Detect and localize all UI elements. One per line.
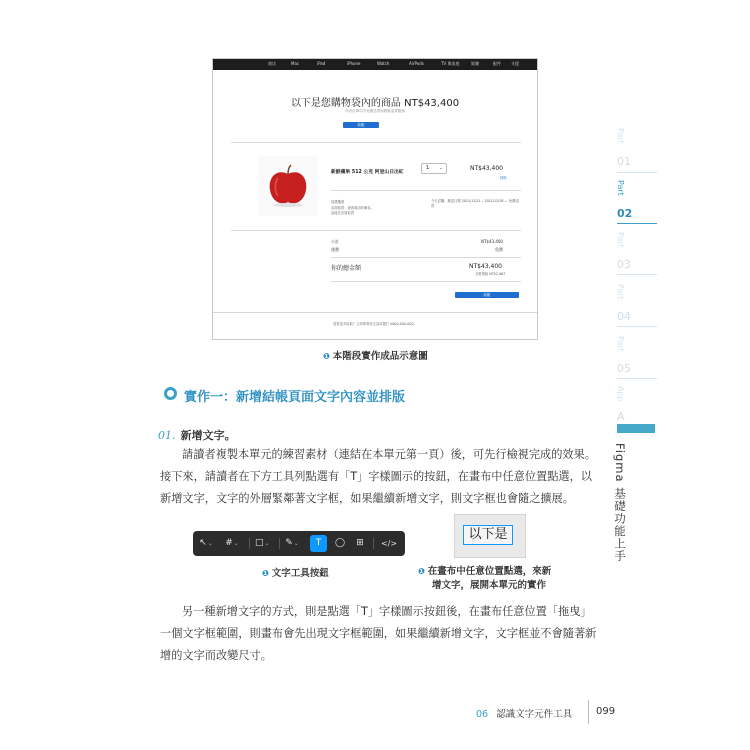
gift-option[interactable]: 送禮選項 bbox=[331, 200, 345, 204]
figure-caption bbox=[323, 348, 428, 362]
nav-item: iPad bbox=[317, 61, 326, 66]
subtotal-value: NT$43,400 bbox=[481, 239, 503, 244]
quantity-value: 1 bbox=[426, 165, 430, 171]
apple-icon bbox=[258, 156, 318, 216]
tool-glyph: □ bbox=[255, 538, 264, 548]
resources-tool-icon[interactable] bbox=[353, 535, 367, 552]
page-number: 099 bbox=[596, 706, 616, 717]
chevron-down-icon: ⌄ bbox=[264, 540, 270, 547]
caption-marker: ❶ bbox=[323, 352, 330, 361]
part-label: Part bbox=[616, 336, 625, 352]
part-number: 03 bbox=[617, 258, 631, 271]
divider bbox=[588, 700, 589, 724]
tool-glyph: ⊞ bbox=[356, 538, 364, 548]
nav-item: 娛樂 bbox=[471, 61, 479, 66]
step-heading bbox=[158, 424, 236, 443]
section-ring-icon bbox=[164, 387, 177, 400]
chevron-down-icon: ⌄ bbox=[207, 540, 213, 547]
tool-glyph: ✎ bbox=[285, 538, 293, 548]
divider bbox=[617, 223, 657, 224]
shape-tool-icon[interactable] bbox=[255, 535, 269, 552]
paragraph bbox=[160, 601, 600, 667]
divider bbox=[617, 378, 657, 379]
nav-item: AirPods bbox=[409, 61, 424, 66]
part-number: 02 bbox=[617, 207, 633, 220]
text-tool-icon[interactable] bbox=[310, 535, 327, 552]
help-footer: 需要更多協助？立即與專家交談或撥打 0800-000-000。 bbox=[333, 322, 417, 326]
divider bbox=[231, 230, 521, 231]
product-price: NT$43,400 bbox=[470, 165, 503, 172]
shipping-value: 免費 bbox=[495, 247, 503, 252]
nav-item: TV 與家庭 bbox=[441, 61, 460, 66]
footer-chapter bbox=[476, 706, 572, 720]
caption-text: 本階段實作成品示意圖 bbox=[332, 351, 428, 362]
figma-toolbar bbox=[193, 531, 405, 556]
nav-item: Watch bbox=[377, 61, 390, 66]
part-label: Part bbox=[616, 128, 625, 144]
part-label: Part bbox=[616, 232, 625, 248]
divider bbox=[331, 281, 521, 282]
nav-item: 配件 bbox=[493, 61, 501, 66]
chevron-down-icon: ⌄ bbox=[233, 540, 239, 547]
part-number: 04 bbox=[617, 310, 631, 323]
divider bbox=[331, 190, 521, 191]
active-section-marker bbox=[617, 424, 655, 433]
move-tool-icon[interactable] bbox=[199, 535, 213, 552]
total-label: 你的總金額 bbox=[331, 265, 362, 272]
paragraph-text: 另一種新增文字的方式，則是點選「T」字樣圖示按鈕後，在畫布任意位置「拖曳」一個文字框範圍，則畫布會先出現文字框範圍，如果繼續新增文字，文字框並不會隨著新增的文字而改變尺寸。 bbox=[160, 605, 597, 662]
tool-glyph: ◯ bbox=[334, 538, 346, 548]
quantity-select[interactable] bbox=[421, 163, 447, 174]
remove-link[interactable]: 移除 bbox=[500, 176, 507, 180]
chapter-number: 06 bbox=[476, 709, 489, 720]
caption-text: 增文字，展開本單元的實作 bbox=[432, 580, 547, 591]
text-box: 以下是 bbox=[463, 525, 513, 545]
part-number: A bbox=[617, 410, 625, 423]
pen-tool-icon[interactable] bbox=[285, 535, 299, 552]
divider bbox=[249, 538, 250, 549]
tool-glyph: </> bbox=[380, 539, 398, 548]
divider bbox=[279, 538, 280, 549]
checkout-screenshot bbox=[212, 58, 538, 340]
part-number: 01 bbox=[617, 155, 631, 168]
step-title: 新增文字。 bbox=[180, 429, 236, 442]
checkout-button-bottom[interactable]: 結帳 bbox=[455, 292, 519, 298]
paragraph bbox=[160, 444, 600, 510]
total-note: 含營業稅 NT$2,067 bbox=[475, 272, 506, 276]
caption-marker: ❶ bbox=[418, 567, 425, 576]
dev-mode-icon[interactable] bbox=[379, 535, 399, 552]
divider bbox=[213, 312, 538, 313]
part-label: Part bbox=[616, 284, 625, 300]
divider bbox=[617, 326, 657, 327]
canvas-text-demo bbox=[454, 514, 526, 558]
step-number: 01. bbox=[158, 429, 176, 442]
chapter-side-title: Figma 基礎功能上手 bbox=[613, 443, 627, 563]
paragraph-text: 請讀者複製本單元的練習素材（連結在本單元第一頁）後，可先行檢視完成的效果。接下來，請讀者在下方工具列點選有「T」字樣圖示的按鈕，在畫布中任意位置點選，以新增文字，文字的外層緊鄰著文字框，如果繼續新增文字，則文字框也會隨之擴展。 bbox=[160, 448, 596, 505]
tool-glyph: # bbox=[225, 538, 233, 548]
frame-tool-icon[interactable] bbox=[225, 535, 239, 552]
delivery-info: 今天訂購，遞送日期 2021/12/21 – 2021/12/28 — 免費送貨 bbox=[431, 199, 519, 208]
nav-item: 商店 bbox=[268, 61, 276, 66]
caption-text: 在畫布中任意位置點選，來新 bbox=[427, 566, 552, 577]
subtotal-label: 小計 bbox=[331, 239, 339, 244]
part-label: Part bbox=[616, 180, 625, 196]
nav-bar bbox=[213, 59, 537, 70]
chapter-title: 認識文字元件工具 bbox=[496, 709, 573, 720]
part-label: App bbox=[616, 386, 625, 402]
divider bbox=[617, 172, 657, 173]
nav-item: Mac bbox=[291, 61, 300, 66]
canvas-caption bbox=[418, 565, 551, 593]
product-name: 新鮮蘋果 512 公克 阿里山日出紅 bbox=[331, 170, 404, 175]
checkout-button[interactable]: 結帳 bbox=[343, 122, 379, 128]
divider bbox=[373, 538, 374, 549]
divider bbox=[617, 274, 657, 275]
shipping-label: 運費 bbox=[331, 247, 339, 252]
chevron-down-icon: ⌄ bbox=[438, 165, 443, 171]
nav-item: 支援 bbox=[511, 61, 519, 66]
bag-subtitle: 所有訂單均享免費送貨與輕鬆退貨服務 bbox=[345, 109, 405, 113]
store-note: 直接在店面取貨 bbox=[331, 211, 355, 215]
divider bbox=[331, 257, 521, 258]
comment-tool-icon[interactable] bbox=[333, 535, 347, 552]
chevron-down-icon: ⌄ bbox=[293, 540, 299, 547]
bag-title: 以下是您購物袋內的商品 NT$43,400 bbox=[290, 98, 460, 109]
section-heading: 實作一：新增結帳頁面文字內容並排版 bbox=[184, 390, 406, 405]
total-value: NT$43,400 bbox=[469, 263, 502, 270]
store-pickup: 店面取貨：查看商店的庫存。 bbox=[331, 206, 374, 210]
tool-glyph: ↖ bbox=[199, 538, 207, 548]
product-image bbox=[258, 156, 318, 216]
caption-text: 文字工具按鈕 bbox=[271, 568, 329, 579]
tool-glyph: T bbox=[315, 538, 322, 548]
nav-item: iPhone bbox=[347, 61, 361, 66]
caption-marker: ❶ bbox=[262, 569, 269, 578]
divider bbox=[231, 142, 521, 143]
part-number: 05 bbox=[617, 362, 631, 375]
toolbar-caption bbox=[262, 565, 329, 579]
